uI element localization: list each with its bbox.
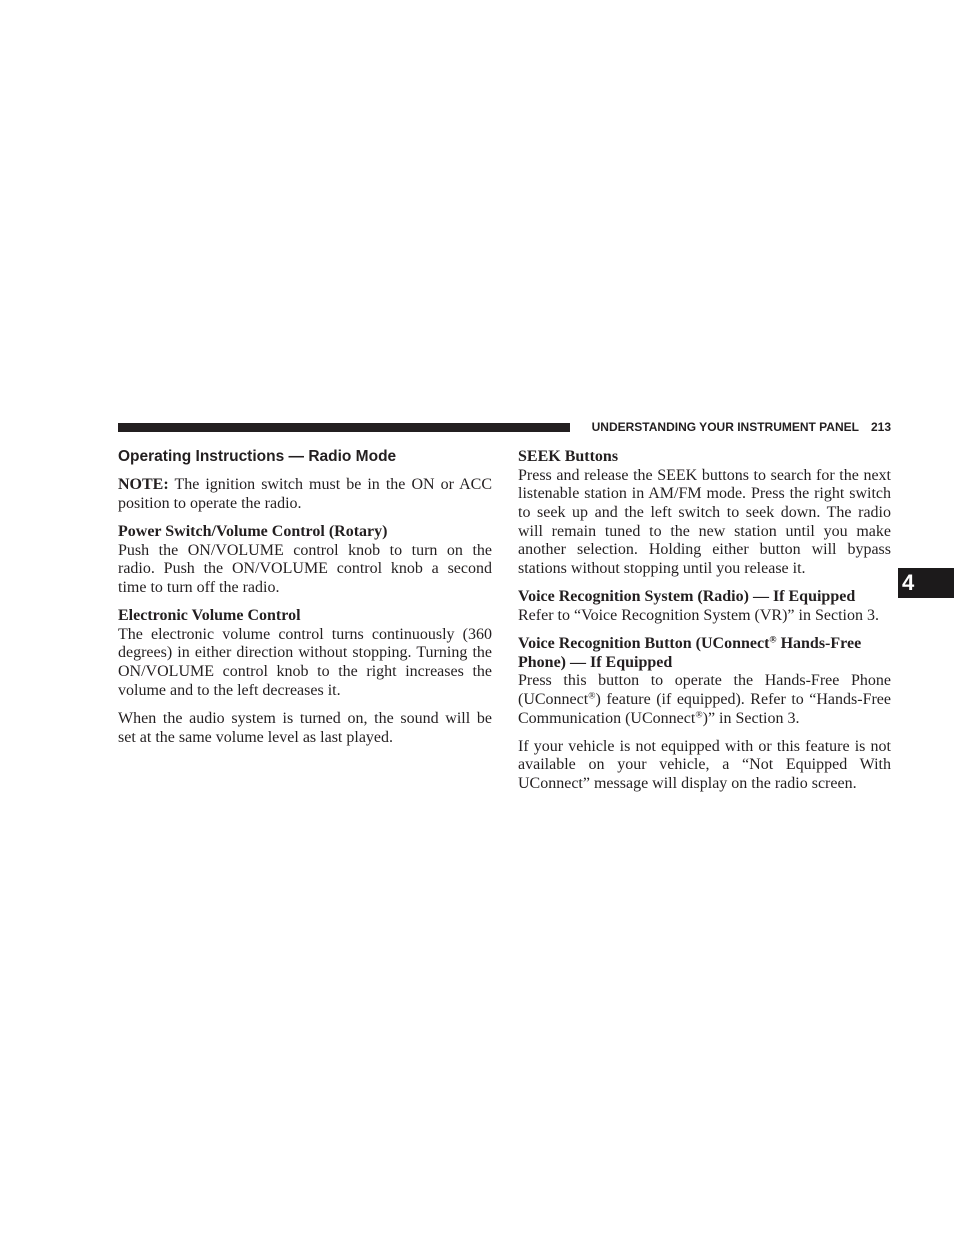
body-line: will remain tuned to the new station until you make — [518, 522, 891, 540]
note-label: NOTE: — [118, 476, 169, 494]
left-column — [118, 448, 492, 757]
body-line: Push the ON/VOLUME control knob to turn on the — [118, 541, 492, 559]
body-line: ON/VOLUME control knob to the right increases the — [118, 663, 492, 681]
not-equipped-paragraph — [518, 738, 891, 794]
header-rule — [118, 423, 570, 432]
voice-recognition-system-section — [518, 588, 891, 625]
body-line: If your vehicle is not equipped with or this feature is not — [518, 737, 891, 755]
body-line: Press and release the SEEK buttons to search for the next — [518, 466, 891, 484]
voice-recognition-button-heading: Voice Recognition Button (UConnect® Hands-Free — [518, 634, 862, 652]
body-line: Communication (UConnect®)” in Section 3. — [518, 708, 800, 727]
running-header — [592, 420, 891, 434]
body-line: listenable station in AM/FM mode. Press the right switch — [518, 485, 891, 503]
section-heading-block — [118, 448, 492, 467]
page-number: 213 — [870, 420, 891, 434]
body-line: Refer to “Voice Recognition System (VR)” in Section 3. — [518, 606, 879, 624]
body-line: available on your vehicle, a “Not Equipped With — [518, 756, 891, 774]
voice-recognition-button-section — [518, 635, 891, 728]
power-switch-heading: Power Switch/Volume Control (Rotary) — [118, 522, 388, 540]
power-switch-section — [118, 523, 492, 598]
note-text: The ignition switch must be in the ON or ACC — [174, 476, 492, 494]
audio-on-paragraph — [118, 710, 492, 747]
body-line: stations without stopping until you release it. — [518, 560, 806, 578]
seek-heading: SEEK Buttons — [518, 448, 619, 465]
chapter-tab: 4 — [898, 568, 954, 598]
registered-mark: ® — [769, 634, 777, 646]
body-line: time to turn off the radio. — [118, 578, 280, 596]
body-line: another selection. Holding either button will bypass — [518, 541, 891, 559]
body-line: UConnect” message will display on the radio screen. — [518, 775, 857, 793]
body-line: set at the same volume level as last played. — [118, 728, 394, 746]
note-block — [118, 476, 492, 513]
note-line — [118, 476, 492, 495]
body-line: When the audio system is turned on, the sound will be — [118, 709, 492, 727]
registered-mark: ® — [695, 708, 703, 720]
header-section-title: UNDERSTANDING YOUR INSTRUMENT PANEL — [591, 420, 859, 434]
body-line: position to operate the radio. — [118, 494, 302, 512]
voice-recognition-button-heading: Phone) — If Equipped — [518, 653, 673, 671]
electronic-volume-section — [118, 607, 492, 700]
body-line: The electronic volume control turns continuously (360 — [118, 625, 492, 643]
electronic-volume-heading: Electronic Volume Control — [118, 606, 301, 624]
body-line: radio. Push the ON/VOLUME control knob a second — [118, 560, 492, 578]
body-line: degrees) in either direction without stopping. Turning the — [118, 644, 492, 662]
seek-section — [518, 448, 891, 579]
body-line: to seek up and the left switch to seek down. The radio — [518, 504, 891, 522]
registered-mark: ® — [588, 690, 596, 702]
section-heading: Operating Instructions — Radio Mode — [118, 448, 397, 465]
body-line: volume and to the left decreases it. — [118, 681, 341, 699]
body-line: Press this button to operate the Hands-Free Phone — [518, 672, 891, 690]
right-column — [518, 448, 891, 803]
body-line: (UConnect®) feature (if equipped). Refer to “Hands-Free — [518, 690, 891, 709]
voice-recognition-system-heading: Voice Recognition System (Radio) — If Equipped — [518, 588, 856, 606]
